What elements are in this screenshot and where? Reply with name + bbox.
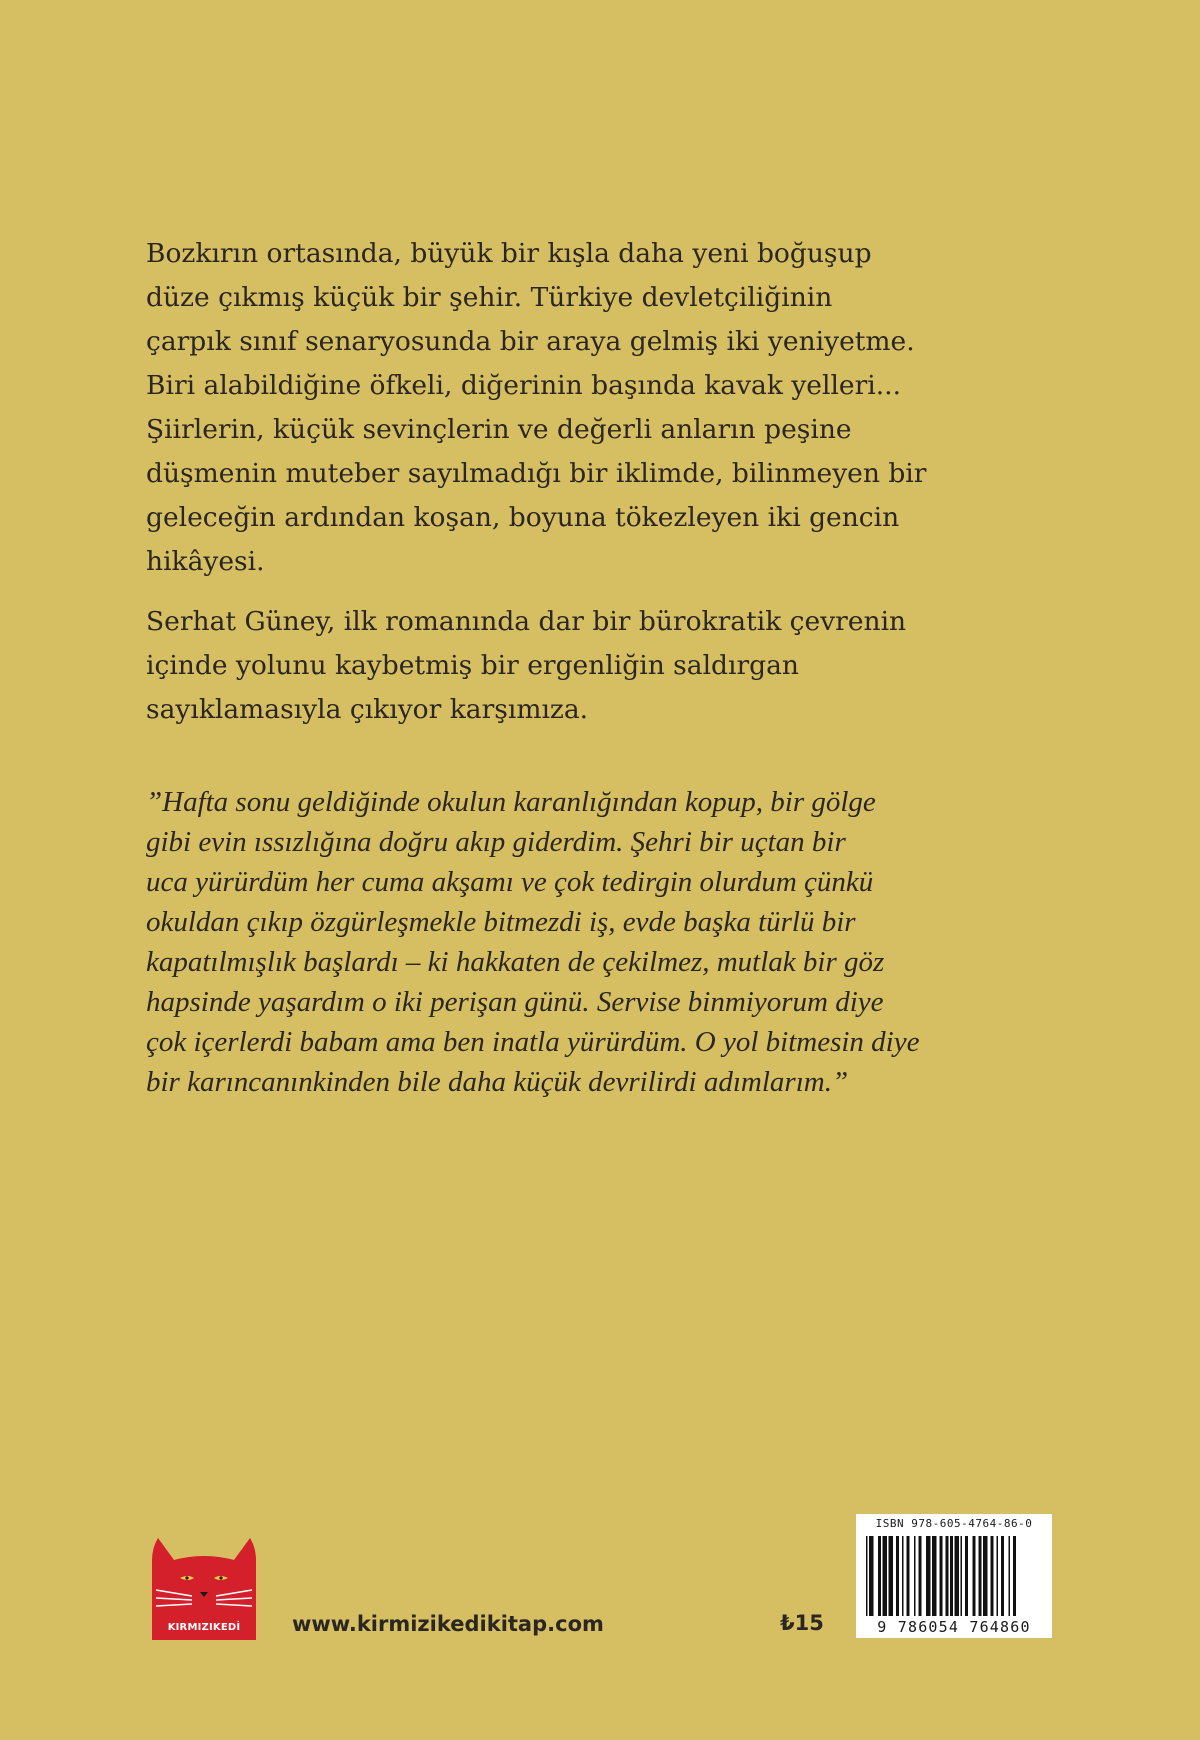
blurb-paragraph-2 [146,600,1066,732]
barcode-bar [955,1536,960,1616]
barcode-bar [983,1536,988,1616]
barcode-bar [919,1536,922,1616]
blurb-line: Şiirlerin, küçük sevinçlerin ve değerli anların peşine [146,414,852,445]
blurb-line: düşmenin muteber sayılmadığı bir iklimde, bilinmeyen bir [146,458,927,489]
barcode-bar [902,1536,904,1616]
barcode-bar [979,1536,982,1616]
barcode-bar [914,1536,916,1616]
barcode-bar [896,1536,899,1616]
barcode-bar [1009,1536,1011,1616]
barcode-bar [965,1536,968,1616]
quote-line: okuldan çıkıp özgürleşmekle bitmezdi iş, evde başka türlü bir [146,906,856,938]
barcode-bar [997,1536,999,1616]
barcode-bar [1013,1536,1016,1616]
quote-line: uca yürürdüm her cuma akşamı ve çok tedirgin olurdum çünkü [146,866,874,898]
isbn-label: ISBN 978-605-4764-86-0 [875,1517,1033,1530]
barcode-bars [864,1536,1044,1616]
barcode-bar [946,1536,949,1616]
blurb-line: düze çıkmış küçük bir şehir. Türkiye devletçiliğinin [146,282,833,313]
barcode-bar [961,1536,963,1616]
quote-line: ”Hafta sonu geldiğinde okulun karanlığından kopup, bir gölge [146,786,876,818]
blurb-line: geleceğin ardından koşan, boyuna tökezleyen iki gencin [146,502,900,533]
barcode-bar [878,1536,881,1616]
barcode-bar [1001,1536,1004,1616]
publisher-website: www.kirmizikedikitap.com [292,1612,604,1636]
barcode-bar [950,1536,953,1616]
book-excerpt-quote [146,782,1066,1102]
quote-line: kapatılmışlık başlardı – ki hakkaten de çekilmez, mutlak bir göz [146,946,885,978]
ean-digits: 9 786054 764860 [877,1618,1031,1636]
back-cover-blurb [146,232,1066,732]
barcode-bar [973,1536,976,1616]
barcode-bar [869,1536,874,1616]
barcode-bar [883,1536,888,1616]
blurb-line: hikâyesi. [146,546,265,577]
barcode-bar [889,1536,894,1616]
blurb-line: sayıklamasıyla çıkıyor karşımıza. [146,694,589,725]
logo-text: KIRMIZIKEDİ [167,1622,241,1633]
publisher-logo [148,1530,260,1640]
barcode-bar [907,1536,910,1616]
blurb-line: Serhat Güney, ilk romanında dar bir bürokratik çevrenin [146,606,907,637]
price-label: ₺15 [780,1611,824,1635]
barcode-bar [932,1536,937,1616]
quote-line: bir karıncanınkinden bile daha küçük devrilirdi adımlarım.” [146,1066,849,1098]
blurb-paragraph-1 [146,232,1066,584]
blurb-line: çarpık sınıf senaryosunda bir araya gelmiş iki yeniyetme. [146,326,915,357]
isbn-barcode [856,1514,1052,1638]
quote-line: hapsinde yaşardım o iki perişan günü. Servise binmiyorum diye [146,986,884,1018]
blurb-line: içinde yolunu kaybetmiş bir ergenliğin saldırgan [146,650,799,681]
quote-line: gibi evin ıssızlığına doğru akıp giderdim. Şehri bir uçtan bir [146,826,846,858]
quote-line: çok içerlerdi babam ama ben inatla yürürdüm. O yol bitmesin diye [146,1026,920,1058]
blurb-line: Bozkırın ortasında, büyük bir kışla daha yeni boğuşup [146,238,872,269]
barcode-bar [866,1536,868,1616]
barcode-bar [991,1536,994,1616]
barcode-bar [926,1536,931,1616]
barcode-bar [940,1536,943,1616]
blurb-line: Biri alabildiğine öfkeli, diğerinin başında kavak yelleri... [146,370,902,401]
